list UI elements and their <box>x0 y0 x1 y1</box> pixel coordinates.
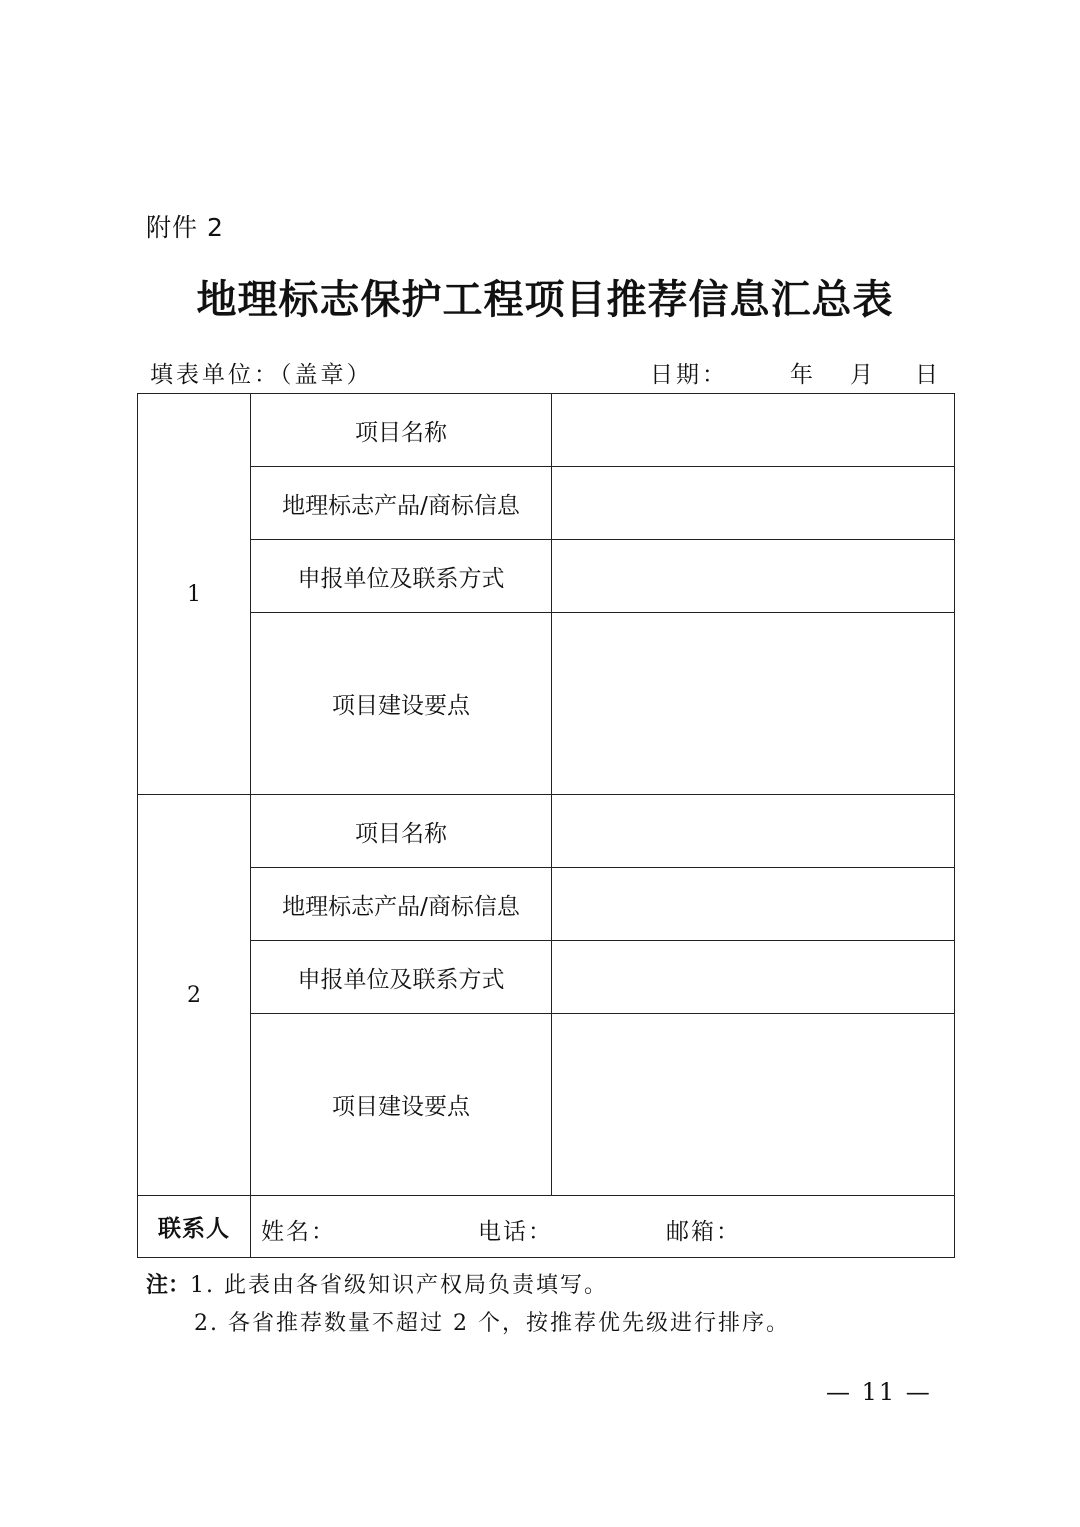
month-label: 月 <box>850 362 876 388</box>
trademark-info-value[interactable] <box>552 467 955 540</box>
note-text: 1. 此表由各省级知识产权局负责填写。 <box>190 1273 609 1298</box>
page-number: — 11 — <box>826 1378 932 1406</box>
table-row <box>138 941 955 1014</box>
row-label: 项目建设要点 <box>251 613 552 795</box>
contact-phone-label: 电话： <box>478 1219 553 1245</box>
fill-info-row <box>150 356 940 390</box>
notes-prefix: 注： <box>146 1273 191 1298</box>
contact-label: 联系人 <box>138 1196 251 1258</box>
row-label: 项目名称 <box>251 394 552 467</box>
project-name-value[interactable] <box>552 394 955 467</box>
trademark-info-value[interactable] <box>552 868 955 941</box>
notes <box>146 1267 790 1343</box>
table-row <box>138 613 955 795</box>
date-label: 日期： <box>650 362 728 388</box>
contact-row <box>138 1196 955 1258</box>
table-row <box>138 540 955 613</box>
row-label: 项目名称 <box>251 795 552 868</box>
form-title: 地理标志保护工程项目推荐信息汇总表 <box>196 276 894 323</box>
row-label: 申报单位及联系方式 <box>251 941 552 1014</box>
contact-email-label: 邮箱： <box>666 1219 741 1245</box>
project-name-value[interactable] <box>552 795 955 868</box>
note-text: 2. 各省推荐数量不超过 2 个，按推荐优先级进行排序。 <box>194 1311 790 1336</box>
project-index: 1 <box>138 394 251 795</box>
construction-points-value[interactable] <box>552 613 955 795</box>
note-item <box>146 1305 790 1343</box>
applicant-contact-value[interactable] <box>552 540 955 613</box>
contact-name-label: 姓名： <box>261 1219 336 1245</box>
row-label: 地理标志产品/商标信息 <box>251 868 552 941</box>
table-row <box>138 1014 955 1196</box>
fill-unit-label: 填表单位：（盖章） <box>150 362 373 388</box>
table-row <box>138 467 955 540</box>
note-item <box>146 1267 790 1305</box>
row-label: 申报单位及联系方式 <box>251 540 552 613</box>
attachment-label: 附件 2 <box>146 213 224 242</box>
construction-points-value[interactable] <box>552 1014 955 1196</box>
table-row <box>138 394 955 467</box>
day-label: 日 <box>915 362 941 388</box>
table-row <box>138 795 955 868</box>
table-row <box>138 868 955 941</box>
summary-table <box>137 393 955 1258</box>
row-label: 项目建设要点 <box>251 1014 552 1196</box>
year-label: 年 <box>790 362 816 388</box>
row-label: 地理标志产品/商标信息 <box>251 467 552 540</box>
contact-fields[interactable] <box>251 1196 955 1258</box>
applicant-contact-value[interactable] <box>552 941 955 1014</box>
project-index: 2 <box>138 795 251 1196</box>
